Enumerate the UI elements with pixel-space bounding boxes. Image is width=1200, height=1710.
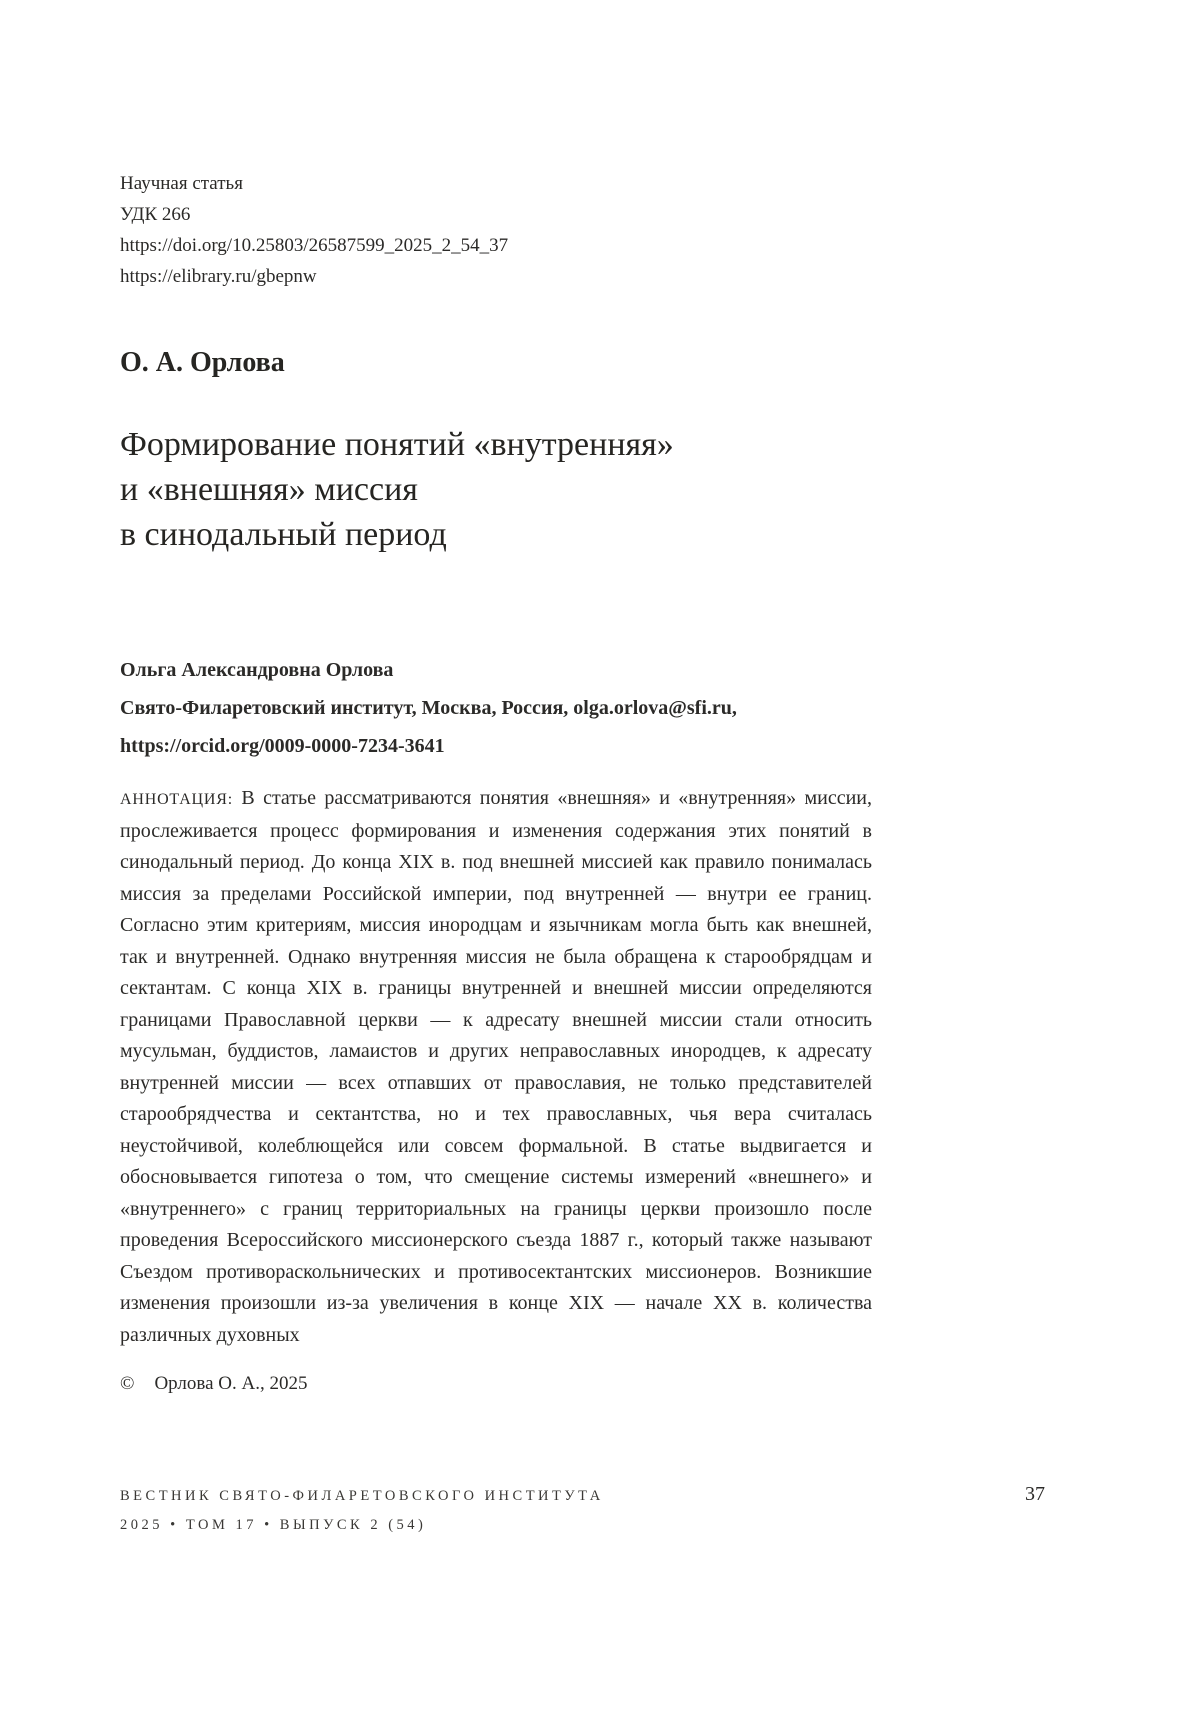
author-info-block	[120, 651, 872, 765]
article-title	[120, 422, 872, 557]
author-affiliation: Свято-Филаретовский институт, Москва, Россия, olga.orlova@sfi.ru,	[120, 697, 737, 719]
footer-issue-info: 2025 • ТОМ 17 • ВЫПУСК 2 (54)	[120, 1517, 427, 1533]
abstract-label: АННОТАЦИЯ:	[120, 791, 233, 808]
footer-journal-name: ВЕСТНИК СВЯТО-ФИЛАРЕТОВСКОГО ИНСТИТУТА	[120, 1488, 604, 1504]
footer-journal-block	[120, 1482, 604, 1540]
orcid-link[interactable]: https://orcid.org/0009-0000-7234-3641	[120, 735, 445, 757]
udc-label: УДК 266	[120, 204, 191, 225]
author-name-heading: О. А. Орлова	[120, 347, 285, 378]
author-fullname: Ольга Александровна Орлова	[120, 659, 394, 681]
copyright-text: Орлова О. А., 2025	[154, 1373, 308, 1394]
page-footer	[120, 1482, 1045, 1540]
article-title-line: и «внешняя» миссия	[120, 471, 418, 508]
abstract-paragraph	[120, 783, 872, 1351]
elibrary-link[interactable]: https://elibrary.ru/gbepnw	[120, 266, 317, 287]
copyright-symbol: ©	[120, 1373, 135, 1394]
article-content-column	[120, 0, 872, 1399]
article-title-line: Формирование понятий «внутренняя»	[120, 426, 674, 463]
article-meta-block	[120, 168, 872, 292]
abstract-text: В статье рассматриваются понятия «внешняя» и «внутренняя» миссии, прослеживается процесс формирования и изменения содержания этих понятий в синодальный период. До конца XIX в. под внешней миссией как правило понималась миссия за пределами Российской империи, под внутренней — внутри ее границ. Согласно этим критериям, миссия инородцам и язычникам могла быть как внешней, так и внутренней. Однако внутренняя миссия не была обращена к старообрядцам и сектантам. С конца XIX в. границы внутренней и внешней миссии определяются границами Православной церкви — к адресату внешней миссии стали относить мусульман, буддистов, ламаистов и других неправославных инородцев, к адресату внутренней миссии — всех отпавших от православия, не только представителей старообрядчества и сектантства, но и тех православных, чья вера считалась неустойчивой, колеблющейся или совсем формальной. В статье выдвигается и обосновывается гипотеза о том, что смещение системы измерений «внешнего» и «внутреннего» с границ территориальных на границы церкви произошло после проведения Всероссийского миссионерского съезда 1887 г., который также называют Съездом противораскольнических и противосектантских миссионеров. Возникшие изменения произошли из-за увеличения в конце XIX — начале XX в. количества различных духовных	[120, 787, 873, 1346]
page-number: 37	[1025, 1483, 1045, 1505]
doi-link[interactable]: https://doi.org/10.25803/26587599_2025_2_54_37	[120, 235, 509, 256]
article-type-label: Научная статья	[120, 173, 243, 194]
article-title-line: в синодальный период	[120, 516, 447, 553]
copyright-line	[120, 1369, 872, 1399]
